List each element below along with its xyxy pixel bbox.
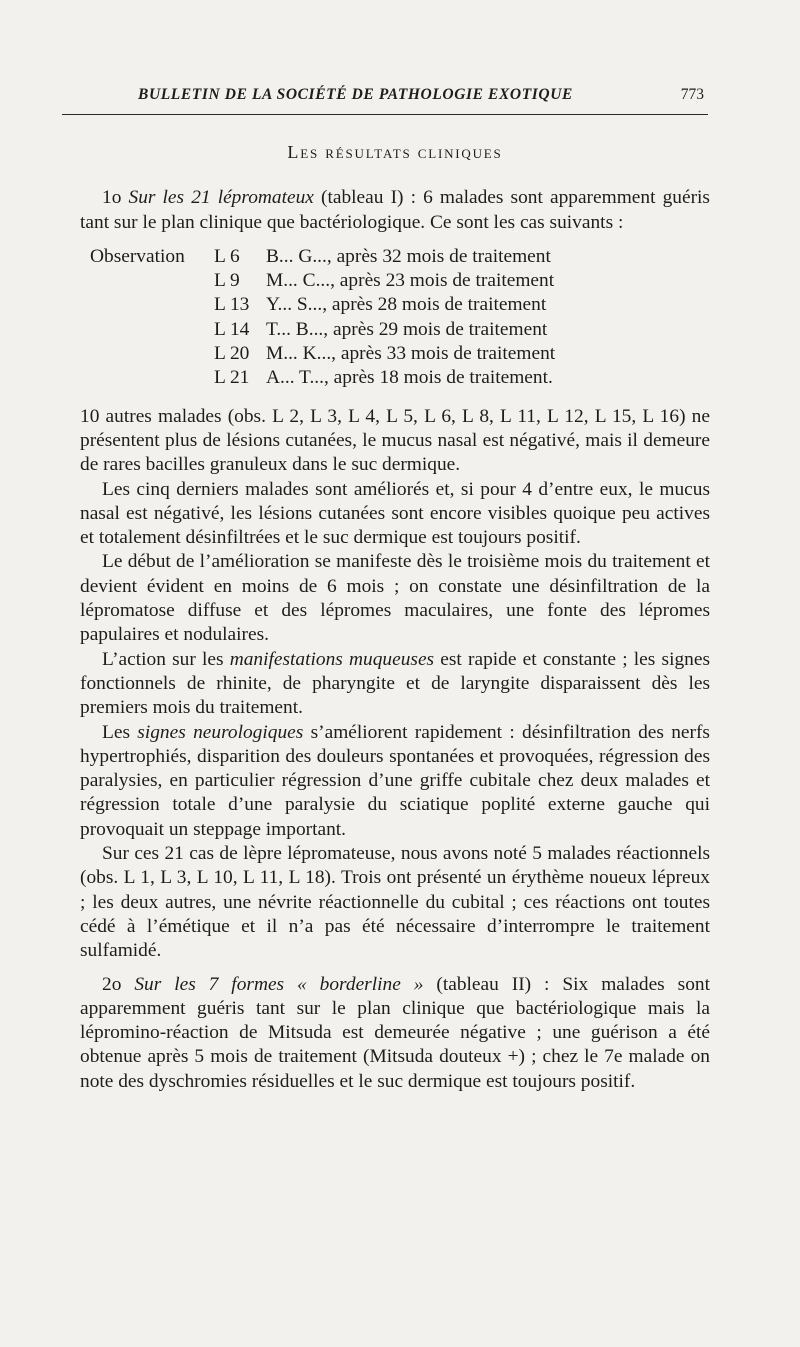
observation-row [90, 293, 555, 317]
observation-id: L 21 [214, 367, 250, 389]
paragraph-improvement-onset: Le début de l’amélioration se manifeste dès le troisième mois du traitement et devient évident en moins de 6 mois ; on constate une désinfiltration de la lépromatose diffuse et des lépromes maculaires, une fonte des lépromes papulaires et nodulaires. [80, 551, 710, 646]
paragraph-ten-patients: 10 autres malades (obs. L 2, L 3, L 4, L 5, L 6, L 8, L 11, L 12, L 15, L 16) ne présentent plus de lésions cutanées, le mucus nasal est négativé, mais il demeure de rares bacilles granuleux dans le suc dermique. [80, 405, 710, 476]
observation-text: M... C..., après 23 mois de traitement [266, 270, 555, 292]
emphasis: signes neurologiques [137, 721, 304, 743]
paragraph-mucous-manifestations: L’action sur les manifestations muqueuses est rapide et constante ; les signes fonctionnels de rhinite, de pharyngite et de laryngite disparaissent dès les premiers mois du traitement. [80, 648, 710, 719]
observation-row [90, 366, 555, 390]
observation-label: Observation [90, 245, 185, 267]
emphasis: manifestations muqueuses [229, 648, 435, 670]
observation-row [90, 245, 555, 269]
item-heading: Sur les 21 lépromateux [128, 187, 314, 209]
paragraph-text: (tableau II) : Six malades sont apparemment guéris tant sur le plan clinique que bactériologique mais la lépromino-réaction de Mitsuda est demeurée négative ; une guérison a été obtenue après 5 mois de traitement (Mitsuda douteux +) ; chez le 7e malade on note des dyschromies résiduelles et le suc dermique est toujours positif. [80, 973, 710, 1092]
page-body [80, 140, 710, 1094]
observation-id: L 6 [214, 245, 240, 267]
observation-row [90, 269, 555, 293]
paragraph-borderline [80, 973, 710, 1094]
observation-text: B... G..., après 32 mois de traitement [266, 245, 551, 267]
paragraph-five-patients: Les cinq derniers malades sont améliorés et, si pour 4 d’entre eux, le mucus nasal est négativé, les lésions cutanées sont encore visibles quoique peu actives et totalement désinfiltrées et le suc dermique est toujours positif. [80, 478, 710, 549]
observation-text: A... T..., après 18 mois de traitement. [266, 367, 553, 389]
item-number: 1o [102, 187, 122, 209]
observation-text: M... K..., après 33 mois de traitement [266, 343, 556, 365]
page-number: 773 [680, 86, 704, 103]
page-header [62, 80, 708, 115]
item-heading: Sur les 7 formes « borderline » [134, 973, 424, 995]
paragraph-neurological-signs: Les signes neurologiques s’améliorent rapidement : désinfiltration des nerfs hypertrophiés, disparition des douleurs spontanées et provoquées, régression des paralysies, en particulier régression d’une griffe cubitale chez deux malades et régression totale d’une paralysie du sciatique poplité externe gauche qui provoquait un steppage important. [80, 721, 710, 840]
observation-row [90, 342, 555, 366]
item-number: 2o [102, 973, 122, 995]
observation-row [90, 318, 555, 342]
observation-id: L 20 [214, 343, 250, 365]
observation-id: L 13 [214, 294, 250, 316]
observation-id: L 14 [214, 318, 250, 340]
paragraph-lepromateux [80, 186, 710, 235]
observation-list [90, 245, 555, 391]
observation-text: T... B..., après 29 mois de traitement [266, 318, 548, 340]
running-title: BULLETIN DE LA SOCIÉTÉ DE PATHOLOGIE EXOTIQUE [138, 86, 573, 103]
paragraph-text: (tableau I) : 6 malades sont apparemment guéris tant sur le plan clinique que bactériologique. Ce sont les cas suivants : [80, 187, 710, 233]
observation-text: Y... S..., après 28 mois de traitement [266, 294, 547, 316]
section-title: Les résultats cliniques [287, 142, 503, 162]
paragraph-reactional-patients: Sur ces 21 cas de lèpre lépromateuse, nous avons noté 5 malades réactionnels (obs. L 1, L 3, L 10, L 11, L 18). Trois ont présenté un érythème noueux lépreux ; les deux autres, une névrite réactionnelle du cubital ; ces réactions ont toutes cédé à l’émétique et il n’a pas été nécessaire d’interrompre le traitement sulfamidé. [80, 843, 710, 962]
observation-id: L 9 [214, 270, 240, 292]
